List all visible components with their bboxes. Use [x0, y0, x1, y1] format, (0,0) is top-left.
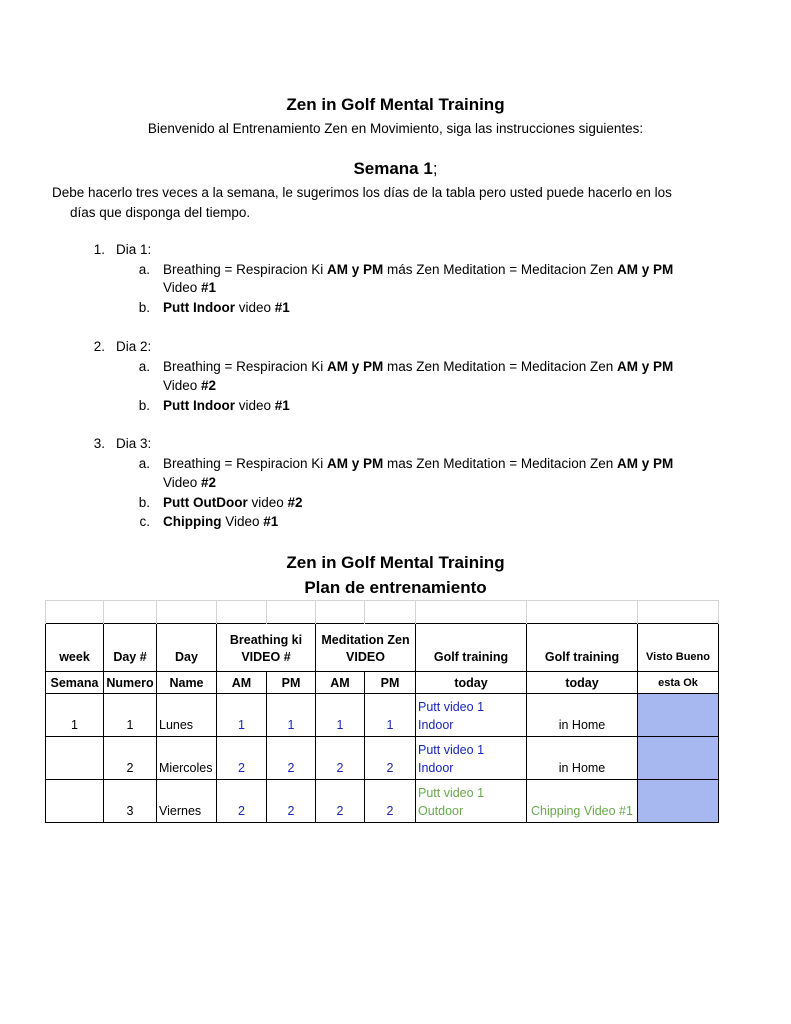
subheader-today-1: today: [416, 672, 527, 694]
subheader-breathing-am: AM: [217, 672, 267, 694]
day-number: 2.: [93, 339, 105, 354]
training-plan-table: [45, 600, 719, 823]
cell-day-name: Viernes: [157, 780, 217, 823]
subheader-today-2: today: [527, 672, 638, 694]
cell-visto-bueno[interactable]: [638, 780, 719, 823]
cell-meditation-pm: 2: [365, 780, 416, 823]
day-item-cont: Video #2: [163, 378, 217, 393]
day-number: 1.: [93, 242, 105, 257]
item-letter: a.: [138, 359, 150, 374]
col-header-day: Day: [157, 624, 217, 672]
cell-breathing-pm: 2: [267, 780, 316, 823]
day-item-cont: Video #2: [163, 475, 217, 490]
cell-golf-2: Chipping Video #1: [527, 780, 638, 823]
day-number: 3.: [93, 436, 105, 451]
table-blank-row: [46, 601, 719, 624]
item-letter: b.: [138, 398, 150, 413]
cell-week: 1: [46, 694, 104, 737]
week-heading: [0, 159, 791, 179]
cell-breathing-am: 1: [217, 694, 267, 737]
col-header-golf-2: Golf training: [527, 624, 638, 672]
plan-title: Zen in Golf Mental Training: [286, 553, 505, 572]
cell-golf-2: in Home: [527, 694, 638, 737]
cell-day-num: 2: [104, 737, 157, 780]
cell-meditation-pm: 1: [365, 694, 416, 737]
day-label: Dia 3:: [116, 436, 152, 451]
subheader-meditation-am: AM: [316, 672, 365, 694]
cell-day-num: 3: [104, 780, 157, 823]
col-header-golf-1: Golf training: [416, 624, 527, 672]
cell-day-name: Miercoles: [157, 737, 217, 780]
day-item: Putt Indoor video #1: [163, 398, 290, 413]
item-letter: b.: [138, 495, 150, 510]
table-subheader-row: [46, 672, 719, 694]
item-letter: a.: [138, 456, 150, 471]
subheader-esta-ok: esta Ok: [638, 672, 719, 694]
subheader-numero: Numero: [104, 672, 157, 694]
table-header-row: [46, 624, 719, 672]
cell-week: [46, 737, 104, 780]
cell-visto-bueno[interactable]: [638, 737, 719, 780]
cell-day-name: Lunes: [157, 694, 217, 737]
subheader-meditation-pm: PM: [365, 672, 416, 694]
cell-meditation-am: 1: [316, 694, 365, 737]
subheader-semana: Semana: [46, 672, 104, 694]
cell-visto-bueno[interactable]: [638, 694, 719, 737]
table-row: [46, 780, 719, 823]
day-item: Putt Indoor video #1: [163, 300, 290, 315]
page-title: Zen in Golf Mental Training: [286, 95, 505, 114]
day-item: Breathing = Respiracion Ki AM y PM mas Zen Meditation = Meditacion Zen AM y PM: [163, 456, 674, 471]
table-row: [46, 737, 719, 780]
cell-golf-1: Putt video 1 Indoor: [416, 694, 527, 737]
cell-breathing-am: 2: [217, 780, 267, 823]
day-label: Dia 2:: [116, 339, 152, 354]
plan-subtitle: Plan de entrenamiento: [304, 578, 487, 597]
table-row: [46, 694, 719, 737]
intro-line-2: días que disponga del tiempo.: [70, 204, 251, 220]
cell-day-num: 1: [104, 694, 157, 737]
col-header-day-num: Day #: [104, 624, 157, 672]
page-subtitle: Bienvenido al Entrenamiento Zen en Movimiento, siga las instrucciones siguientes:: [147, 121, 644, 136]
subheader-breathing-pm: PM: [267, 672, 316, 694]
col-header-visto-bueno: Visto Bueno: [638, 624, 719, 672]
item-letter: b.: [138, 300, 150, 315]
cell-meditation-pm: 2: [365, 737, 416, 780]
day-item: Breathing = Respiracion Ki AM y PM mas Zen Meditation = Meditacion Zen AM y PM: [163, 359, 674, 374]
week-suffix: ;: [432, 159, 438, 178]
col-header-breathing: Breathing ki VIDEO #: [217, 624, 316, 672]
cell-breathing-pm: 2: [267, 737, 316, 780]
cell-breathing-pm: 1: [267, 694, 316, 737]
cell-meditation-am: 2: [316, 780, 365, 823]
cell-golf-2: in Home: [527, 737, 638, 780]
day-item-cont: Video #1: [163, 280, 217, 295]
cell-golf-1: Putt video 1 Outdoor: [416, 780, 527, 823]
day-item: Breathing = Respiracion Ki AM y PM más Zen Meditation = Meditacion Zen AM y PM: [163, 262, 674, 277]
intro-line-1: Debe hacerlo tres veces a la semana, le sugerimos los días de la tabla pero usted puede hacerlo en los: [52, 185, 672, 200]
week-label: Semana 1: [353, 159, 433, 178]
intro-paragraph: [52, 183, 732, 222]
day-item: Chipping Video #1: [163, 514, 279, 529]
col-header-week: week: [46, 624, 104, 672]
cell-meditation-am: 2: [316, 737, 365, 780]
col-header-meditation: Meditation Zen VIDEO: [316, 624, 416, 672]
day-item: Putt OutDoor video #2: [163, 495, 303, 510]
subheader-name: Name: [157, 672, 217, 694]
item-letter: c.: [139, 514, 150, 529]
day-label: Dia 1:: [116, 242, 152, 257]
cell-golf-1: Putt video 1 Indoor: [416, 737, 527, 780]
cell-week: [46, 780, 104, 823]
cell-breathing-am: 2: [217, 737, 267, 780]
item-letter: a.: [138, 262, 150, 277]
